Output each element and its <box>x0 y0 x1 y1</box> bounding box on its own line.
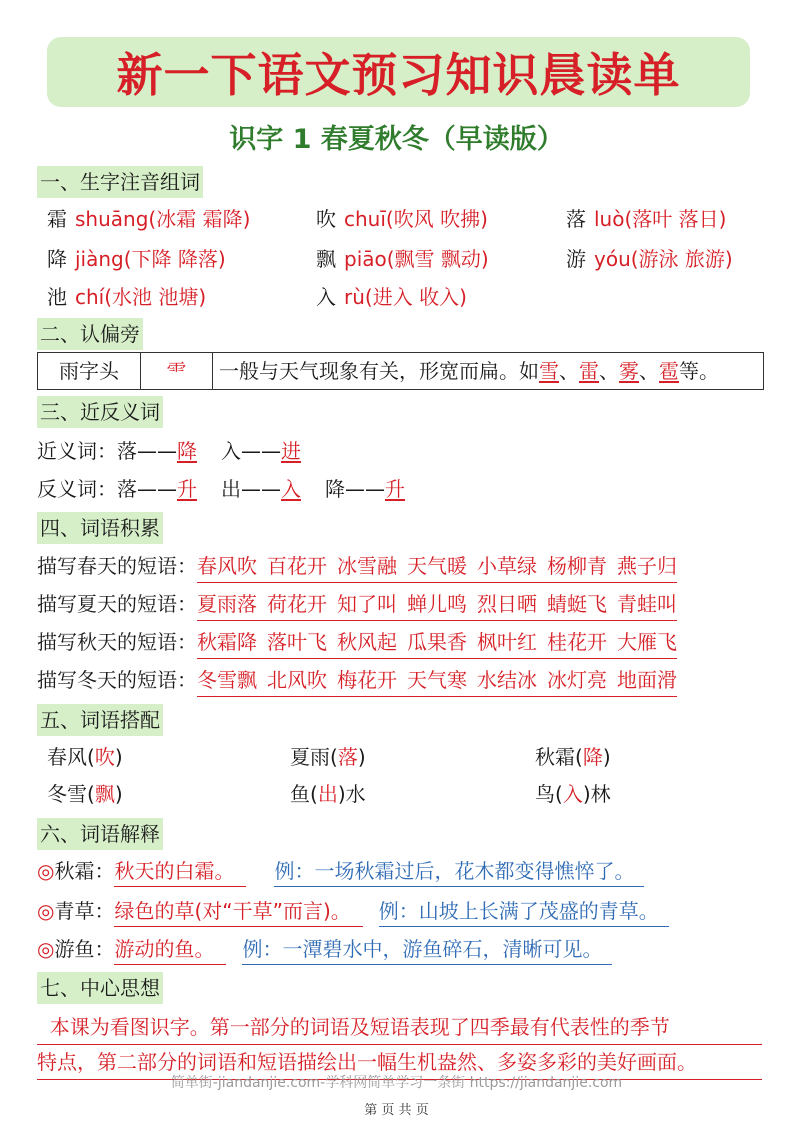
definition-term: 青草： <box>54 899 115 923</box>
collocation-answer: 降 <box>582 745 603 769</box>
definition-text: 秋天的白霜。 <box>114 856 246 887</box>
section-heading-collocations: 五、词语搭配 <box>37 704 163 736</box>
pinyin: rù <box>344 285 365 309</box>
central-idea-line: 本课为看图识字。第一部分的词语及短语表现了四季最有代表性的季节 <box>37 1010 762 1045</box>
phrase: 燕子归 <box>617 554 677 578</box>
radical-glyph <box>141 353 213 389</box>
collocation-answer: 吹 <box>94 745 115 769</box>
phrase: 冰灯亮 <box>547 668 607 692</box>
collocation <box>290 743 366 771</box>
phrase: 春风吹 <box>197 554 257 578</box>
watermark: 简单街-jiandanjie.com-学科网简单学习一条街 https://jiandanjie.com <box>170 1075 623 1091</box>
phrase: 地面滑 <box>617 668 677 692</box>
bullet-icon: ◎ <box>37 859 55 883</box>
character: 飘 <box>316 247 336 271</box>
pair-stem: 入—— <box>221 439 281 463</box>
phrase-list <box>197 551 677 583</box>
pair-stem: 出—— <box>221 477 281 501</box>
radical-table <box>37 352 764 390</box>
words: (飘雪 飘动) <box>386 247 489 271</box>
phrase-row-winter <box>37 665 677 697</box>
pinyin: jiàng <box>75 247 124 271</box>
synonym-row <box>37 437 301 465</box>
character: 入 <box>316 285 336 309</box>
pinyin: chuī <box>344 207 386 231</box>
definition-row <box>37 856 644 887</box>
phrase: 知了叫 <box>337 592 397 616</box>
section-heading-central-idea: 七、中心思想 <box>37 972 163 1004</box>
collocation-stem: 夏雨( <box>290 745 338 769</box>
phrase: 北风吹 <box>267 668 327 692</box>
section-heading-synonyms: 三、近反义词 <box>37 396 163 428</box>
phrase: 枫叶红 <box>477 630 537 654</box>
character-entry <box>316 283 467 311</box>
collocation <box>47 743 123 771</box>
phrase: 梅花开 <box>337 668 397 692</box>
collocation-end: )林 <box>582 782 611 806</box>
character-entry <box>47 283 206 311</box>
phrase: 落叶飞 <box>267 630 327 654</box>
pinyin: luò <box>594 207 625 231</box>
phrase: 烈日晒 <box>477 592 537 616</box>
pinyin: yóu <box>594 247 631 271</box>
phrase-label: 描写春天的短语： <box>37 554 197 578</box>
section-heading-definitions: 六、词语解释 <box>37 818 163 850</box>
collocation-end: ) <box>114 745 123 769</box>
collocation <box>290 780 366 808</box>
character: 池 <box>47 285 67 309</box>
words: (下降 降落) <box>123 247 226 271</box>
character-entry <box>566 245 733 273</box>
words: (冰霜 霜降) <box>148 207 251 231</box>
antonym-row <box>37 475 405 503</box>
character-entry <box>566 205 726 233</box>
phrase: 桂花开 <box>547 630 607 654</box>
definition-example: 例：山坡上长满了茂盛的青草。 <box>379 896 669 927</box>
pair-answer: 入 <box>281 477 301 501</box>
collocation-end: ) <box>357 745 366 769</box>
radical-example: 雹 <box>659 359 679 383</box>
phrase: 蝉儿鸣 <box>407 592 467 616</box>
collocation-answer: 落 <box>337 745 358 769</box>
collocation <box>535 743 611 771</box>
character: 降 <box>47 247 67 271</box>
title-part1: 新一下语文预习 <box>116 48 446 102</box>
definition-text: 游动的鱼。 <box>114 934 226 965</box>
pair-stem: 落—— <box>117 477 177 501</box>
phrase-label: 描写夏天的短语： <box>37 592 197 616</box>
page-title <box>47 37 750 107</box>
phrase: 杨柳青 <box>547 554 607 578</box>
collocation-answer: 出 <box>317 782 338 806</box>
collocation <box>535 780 611 808</box>
collocation-stem: 鱼( <box>290 782 318 806</box>
radical-description <box>213 353 763 389</box>
definition-example: 例：一潭碧水中，游鱼碎石，清晰可见。 <box>242 934 612 965</box>
phrase-row-summer <box>37 589 677 621</box>
definition-row <box>37 934 612 965</box>
pinyin: shuāng <box>75 207 149 231</box>
words: (吹风 吹拂) <box>385 207 488 231</box>
words: (水池 池塘) <box>104 285 207 309</box>
pair-answer: 升 <box>177 477 197 501</box>
character: 落 <box>566 207 586 231</box>
phrase: 冰雪融 <box>337 554 397 578</box>
synonym-label: 近义词： <box>37 439 117 463</box>
phrase: 瓜果香 <box>407 630 467 654</box>
character-entry <box>47 205 250 233</box>
bullet-icon: ◎ <box>37 899 55 923</box>
phrase: 冬雪飘 <box>197 668 257 692</box>
character: 游 <box>566 247 586 271</box>
bullet-icon: ◎ <box>37 937 55 961</box>
central-idea-line: 特点，第二部分的词语和短语描绘出一幅生机盎然、多姿多彩的美好画面。 <box>37 1045 762 1080</box>
character: 霜 <box>47 207 67 231</box>
phrase-list <box>197 665 677 697</box>
phrase-label: 描写秋天的短语： <box>37 630 197 654</box>
phrase: 百花开 <box>267 554 327 578</box>
collocation-end: ) <box>114 782 123 806</box>
collocation-stem: 秋霜( <box>535 745 583 769</box>
phrase-list <box>197 627 677 659</box>
title-part2: 知识晨读单 <box>445 48 681 102</box>
phrase: 小草绿 <box>477 554 537 578</box>
antonym-label: 反义词： <box>37 477 117 501</box>
collocation-answer: 入 <box>562 782 583 806</box>
phrase-row-autumn <box>37 627 677 659</box>
rain-radical-icon: ⻗ <box>166 359 187 383</box>
pair-stem: 落—— <box>117 439 177 463</box>
central-idea <box>37 1010 762 1080</box>
character-entry <box>47 245 226 273</box>
phrase: 水结冰 <box>477 668 537 692</box>
lesson-subtitle: 识字 1 春夏秋冬（早读版） <box>229 124 564 155</box>
words: (进入 收入) <box>364 285 467 309</box>
pinyin: piāo <box>344 247 387 271</box>
phrase-label: 描写冬天的短语： <box>37 668 197 692</box>
collocation-stem: 冬雪( <box>47 782 95 806</box>
separator: 、 <box>599 359 619 383</box>
section-heading-phrases: 四、词语积累 <box>37 512 163 544</box>
phrase-row-spring <box>37 551 677 583</box>
collocation-answer: 飘 <box>94 782 115 806</box>
definition-text: 绿色的草(对“干草”而言)。 <box>114 896 362 927</box>
definition-example: 例：一场秋霜过后，花木都变得憔悴了。 <box>274 856 644 887</box>
pinyin: chí <box>75 285 105 309</box>
radical-name: 雨字头 <box>38 353 141 389</box>
character-entry <box>316 205 488 233</box>
definition-row <box>37 896 669 927</box>
radical-example: 雷 <box>579 359 599 383</box>
phrase: 蜻蜓飞 <box>547 592 607 616</box>
separator: 、 <box>559 359 579 383</box>
phrase: 天气暖 <box>407 554 467 578</box>
character: 吹 <box>316 207 336 231</box>
section-heading-characters: 一、生字注音组词 <box>37 166 203 198</box>
page-footer: 第 页 共 页 <box>364 1103 429 1118</box>
separator: 、 <box>639 359 659 383</box>
phrase: 夏雨落 <box>197 592 257 616</box>
radical-example: 雾 <box>619 359 639 383</box>
radical-example: 雪 <box>539 359 559 383</box>
pair-answer: 降 <box>177 439 197 463</box>
phrase: 天气寒 <box>407 668 467 692</box>
collocation-stem: 春风( <box>47 745 95 769</box>
collocation-end: ) <box>602 745 611 769</box>
pair-stem: 降—— <box>325 477 385 501</box>
pair-answer: 进 <box>281 439 301 463</box>
words: (落叶 落日) <box>624 207 727 231</box>
phrase: 荷花开 <box>267 592 327 616</box>
section-heading-radical: 二、认偏旁 <box>37 318 143 350</box>
collocation-stem: 鸟( <box>535 782 563 806</box>
phrase-list <box>197 589 677 621</box>
phrase: 青蛙叫 <box>617 592 677 616</box>
phrase: 秋风起 <box>337 630 397 654</box>
collocation-end: )水 <box>337 782 366 806</box>
phrase: 大雁飞 <box>617 630 677 654</box>
definition-term: 秋霜： <box>54 859 115 883</box>
radical-end: 等。 <box>679 359 719 383</box>
collocation <box>47 780 123 808</box>
words: (游泳 旅游) <box>630 247 733 271</box>
definition-term: 游鱼： <box>54 937 115 961</box>
pair-answer: 升 <box>385 477 405 501</box>
radical-desc-text: 一般与天气现象有关，形宽而扁。如 <box>219 359 539 383</box>
character-entry <box>316 245 489 273</box>
phrase: 秋霜降 <box>197 630 257 654</box>
